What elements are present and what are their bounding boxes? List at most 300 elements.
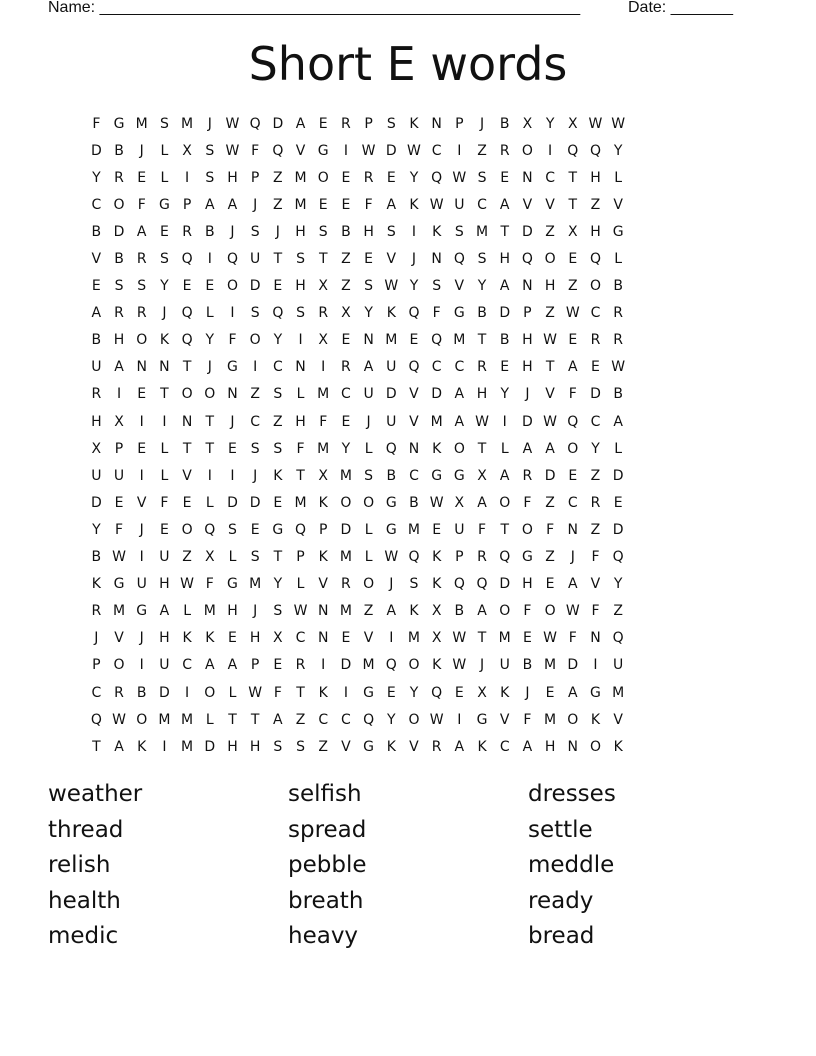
grid-letter[interactable]: I [502,413,507,430]
grid-letter[interactable]: Q [612,630,624,647]
grid-letter[interactable]: A [204,657,215,674]
grid-letter[interactable]: P [364,115,373,132]
grid-letter[interactable]: H [476,386,488,403]
grid-letter[interactable]: N [431,115,442,132]
grid-letter[interactable]: K [500,684,510,701]
grid-letter[interactable]: T [477,630,487,647]
grid-letter[interactable]: H [227,169,238,186]
grid-letter[interactable]: I [116,386,122,403]
grid-letter[interactable]: H [363,223,374,240]
grid-letter[interactable]: X [341,305,351,322]
grid-letter[interactable]: I [548,142,553,159]
grid-letter[interactable]: Y [613,142,623,159]
grid-letter[interactable]: A [613,413,623,430]
grid-letter[interactable]: T [500,521,509,538]
grid-letter[interactable]: B [114,142,124,159]
grid-letter[interactable]: S [159,251,169,268]
grid-letter[interactable]: H [227,603,238,620]
grid-letter[interactable]: D [385,386,397,403]
grid-letter[interactable]: W [248,684,263,701]
grid-letter[interactable]: M [430,413,443,430]
grid-letter[interactable]: Q [90,711,102,728]
grid-letter[interactable]: I [321,359,326,376]
grid-letter[interactable]: G [363,738,375,755]
grid-letter[interactable]: V [341,738,351,755]
grid-letter[interactable]: O [113,657,125,674]
grid-letter[interactable]: E [591,359,600,376]
grid-letter[interactable]: O [204,386,216,403]
grid-letter[interactable]: G [385,521,397,538]
grid-letter[interactable]: C [431,142,442,159]
grid-letter[interactable]: G [272,521,284,538]
grid-letter[interactable]: W [565,603,580,620]
grid-letter[interactable]: Q [499,549,511,566]
grid-letter[interactable]: C [341,386,351,403]
grid-letter[interactable]: E [228,440,237,457]
grid-letter[interactable]: A [227,657,238,674]
grid-letter[interactable]: H [499,251,510,268]
grid-letter[interactable]: Q [567,142,579,159]
grid-letter[interactable]: F [92,115,101,132]
grid-letter[interactable]: D [272,115,284,132]
grid-letter[interactable]: D [113,223,125,240]
grid-letter[interactable]: B [91,332,102,349]
grid-letter[interactable]: M [339,603,352,620]
grid-letter[interactable]: F [591,549,600,566]
grid-letter[interactable]: P [455,549,464,566]
grid-letter[interactable]: L [364,549,373,566]
grid-letter[interactable]: T [568,196,578,213]
grid-letter[interactable]: J [253,196,258,213]
grid-letter[interactable]: V [318,576,328,593]
grid-letter[interactable]: Q [408,549,420,566]
grid-letter[interactable]: F [319,413,328,430]
grid-letter[interactable]: E [137,169,147,186]
grid-letter[interactable]: D [431,386,443,403]
grid-letter[interactable]: E [341,630,351,647]
grid-letter[interactable]: G [476,711,488,728]
grid-letter[interactable]: A [567,359,578,376]
grid-letter[interactable]: C [250,413,261,430]
grid-letter[interactable]: C [567,494,578,511]
grid-letter[interactable]: L [228,684,237,701]
grid-letter[interactable]: O [544,251,556,268]
grid-letter[interactable]: X [91,440,102,457]
grid-letter[interactable]: Q [385,440,397,457]
grid-letter[interactable]: F [228,332,237,349]
grid-letter[interactable]: M [135,115,148,132]
grid-letter[interactable]: Z [273,169,283,186]
grid-letter[interactable]: Y [364,305,373,322]
grid-letter[interactable]: K [386,738,396,755]
grid-letter[interactable]: C [590,413,601,430]
grid-letter[interactable]: P [318,521,328,538]
grid-letter[interactable]: R [182,223,192,240]
grid-letter[interactable]: W [112,711,126,728]
grid-letter[interactable]: T [296,684,305,701]
grid-letter[interactable]: V [136,494,147,511]
grid-letter[interactable]: S [454,223,464,240]
grid-letter[interactable]: V [182,467,192,484]
grid-letter[interactable]: S [477,251,487,268]
grid-letter[interactable]: D [249,494,261,511]
grid-letter[interactable]: N [567,521,579,538]
grid-letter[interactable]: U [113,467,125,484]
grid-letter[interactable]: Q [204,521,216,538]
grid-letter[interactable]: S [250,223,260,240]
grid-letter[interactable]: R [341,576,351,593]
grid-letter[interactable]: R [114,684,124,701]
grid-letter[interactable]: Q [385,657,397,674]
grid-letter[interactable]: O [181,521,193,538]
grid-letter[interactable]: G [317,142,329,159]
grid-letter[interactable]: F [523,711,532,728]
grid-letter[interactable]: C [272,359,283,376]
grid-letter[interactable]: X [273,630,283,647]
grid-letter[interactable]: L [296,576,305,593]
grid-letter[interactable]: S [273,440,283,457]
grid-letter[interactable]: E [341,332,351,349]
grid-letter[interactable]: S [250,305,260,322]
grid-letter[interactable]: M [181,115,194,132]
grid-letter[interactable]: A [114,359,124,376]
grid-letter[interactable]: N [567,738,579,755]
grid-letter[interactable]: Y [613,576,623,593]
grid-letter[interactable]: Q [272,305,284,322]
grid-letter[interactable]: S [296,251,305,268]
grid-letter[interactable]: V [295,142,306,159]
grid-letter[interactable]: I [298,332,303,349]
grid-letter[interactable]: C [545,169,555,186]
grid-letter[interactable]: R [363,169,374,186]
grid-letter[interactable]: W [543,413,558,430]
grid-letter[interactable]: H [249,630,261,647]
grid-letter[interactable]: C [590,305,601,322]
grid-letter[interactable]: Q [181,305,193,322]
grid-letter[interactable]: M [294,494,307,511]
grid-letter[interactable]: H [522,359,533,376]
grid-letter[interactable]: E [182,494,192,511]
grid-letter[interactable]: T [318,251,328,268]
grid-letter[interactable]: W [384,549,399,566]
grid-letter[interactable]: H [159,630,170,647]
grid-letter[interactable]: Q [521,251,533,268]
grid-letter[interactable]: W [112,549,126,566]
grid-letter[interactable]: O [567,711,579,728]
grid-letter[interactable]: B [499,115,510,132]
grid-letter[interactable]: R [295,657,306,674]
grid-letter[interactable]: Q [408,359,420,376]
grid-letter[interactable]: H [295,413,306,430]
grid-letter[interactable]: R [477,359,487,376]
grid-letter[interactable]: N [317,630,329,647]
grid-letter[interactable]: M [339,549,352,566]
grid-letter[interactable]: S [273,738,283,755]
grid-letter[interactable]: W [475,413,489,430]
grid-letter[interactable]: V [545,386,555,403]
grid-letter[interactable]: D [567,657,579,674]
grid-letter[interactable]: B [454,603,465,620]
grid-letter[interactable]: Y [273,332,283,349]
grid-letter[interactable]: S [205,169,215,186]
grid-letter[interactable]: J [411,251,417,268]
grid-letter[interactable]: I [230,467,235,484]
grid-letter[interactable]: C [409,467,419,484]
grid-letter[interactable]: O [589,278,601,295]
grid-letter[interactable]: N [522,169,533,186]
grid-letter[interactable]: W [407,142,421,159]
grid-letter[interactable]: I [185,169,190,186]
grid-letter[interactable]: U [386,359,397,376]
grid-letter[interactable]: A [567,684,578,701]
grid-letter[interactable]: U [454,521,465,538]
name-line[interactable]: Name: ______________________________________________________ [48,0,581,16]
grid-letter[interactable]: D [159,684,170,701]
grid-letter[interactable]: X [204,549,215,566]
grid-letter[interactable]: V [409,386,419,403]
grid-letter[interactable]: E [182,278,192,295]
grid-letter[interactable]: G [113,115,125,132]
grid-letter[interactable]: W [565,305,580,322]
grid-letter[interactable]: I [207,251,212,268]
grid-letter[interactable]: U [363,386,374,403]
grid-letter[interactable]: P [250,169,260,186]
grid-letter[interactable]: S [296,738,305,755]
grid-letter[interactable]: D [340,521,352,538]
grid-letter[interactable]: I [185,684,190,701]
grid-letter[interactable]: O [521,521,533,538]
grid-letter[interactable]: H [590,169,601,186]
grid-letter[interactable]: B [136,684,147,701]
grid-letter[interactable]: V [613,196,623,213]
grid-letter[interactable]: Q [453,576,465,593]
grid-letter[interactable]: E [250,521,260,538]
grid-letter[interactable]: R [341,359,351,376]
grid-letter[interactable]: J [230,413,235,430]
grid-letter[interactable]: K [182,630,192,647]
grid-letter[interactable]: U [159,657,170,674]
grid-letter[interactable]: T [500,223,509,240]
grid-letter[interactable]: L [160,467,169,484]
grid-letter[interactable]: I [253,359,258,376]
grid-letter[interactable]: C [341,711,351,728]
grid-letter[interactable]: X [318,467,329,484]
grid-letter[interactable]: G [453,467,465,484]
grid-letter[interactable]: O [340,494,352,511]
grid-letter[interactable]: I [457,711,462,728]
grid-letter[interactable]: R [613,305,624,322]
grid-letter[interactable]: S [250,440,260,457]
grid-letter[interactable]: V [522,196,533,213]
grid-letter[interactable]: Z [363,603,374,620]
grid-letter[interactable]: N [159,359,170,376]
grid-letter[interactable]: N [317,603,329,620]
grid-letter[interactable]: H [159,576,170,593]
grid-letter[interactable]: Z [590,521,601,538]
grid-letter[interactable]: U [454,196,465,213]
grid-letter[interactable]: S [205,142,215,159]
grid-letter[interactable]: X [477,684,487,701]
grid-letter[interactable]: V [363,630,374,647]
grid-letter[interactable]: T [228,711,237,728]
grid-letter[interactable]: R [590,332,601,349]
grid-letter[interactable]: F [137,196,146,213]
grid-letter[interactable]: W [225,115,240,132]
grid-letter[interactable]: Y [500,386,509,403]
grid-letter[interactable]: J [207,115,212,132]
grid-letter[interactable]: J [479,115,485,132]
grid-letter[interactable]: M [407,521,421,538]
grid-letter[interactable]: Q [589,251,601,268]
grid-letter[interactable]: M [294,169,307,186]
grid-letter[interactable]: T [205,413,215,430]
grid-letter[interactable]: R [318,305,329,322]
grid-letter[interactable]: Z [295,711,306,728]
grid-letter[interactable]: Q [181,251,193,268]
grid-letter[interactable]: T [250,711,260,728]
grid-letter[interactable]: M [362,657,375,674]
grid-letter[interactable]: T [273,251,283,268]
grid-letter[interactable]: R [91,386,102,403]
grid-letter[interactable]: J [525,386,530,403]
grid-letter[interactable]: G [612,223,624,240]
grid-letter[interactable]: R [91,603,102,620]
grid-letter[interactable]: A [363,359,374,376]
grid-letter[interactable]: X [182,142,192,159]
grid-letter[interactable]: C [295,630,306,647]
grid-letter[interactable]: A [454,413,465,430]
grid-letter[interactable]: A [386,196,397,213]
grid-letter[interactable]: O [226,278,238,295]
grid-letter[interactable]: Z [341,278,351,295]
grid-letter[interactable]: F [546,521,555,538]
grid-letter[interactable]: E [341,413,351,430]
grid-letter[interactable]: C [91,684,102,701]
grid-letter[interactable]: K [91,576,101,593]
grid-letter[interactable]: W [293,603,308,620]
grid-letter[interactable]: C [477,196,487,213]
grid-letter[interactable]: F [205,576,214,593]
grid-letter[interactable]: I [207,467,212,484]
grid-letter[interactable]: C [182,657,192,674]
grid-letter[interactable]: E [568,467,578,484]
grid-letter[interactable]: V [545,196,555,213]
grid-letter[interactable]: W [452,657,467,674]
grid-letter[interactable]: B [522,657,533,674]
grid-letter[interactable]: J [139,521,144,538]
grid-letter[interactable]: Z [545,305,555,322]
grid-letter[interactable]: E [454,684,464,701]
grid-letter[interactable]: Q [295,521,307,538]
grid-letter[interactable]: G [227,576,238,593]
grid-letter[interactable]: J [570,549,575,566]
grid-letter[interactable]: K [613,738,623,755]
grid-letter[interactable]: L [160,440,169,457]
grid-letter[interactable]: L [364,521,373,538]
grid-letter[interactable]: A [114,738,124,755]
grid-letter[interactable]: E [568,251,578,268]
grid-letter[interactable]: L [205,305,214,322]
grid-letter[interactable]: S [409,576,419,593]
grid-letter[interactable]: L [183,603,191,620]
grid-letter[interactable]: I [230,305,235,322]
grid-letter[interactable]: O [181,386,193,403]
grid-letter[interactable]: I [139,549,144,566]
grid-letter[interactable]: Y [92,169,101,186]
grid-letter[interactable]: E [364,251,374,268]
grid-letter[interactable]: E [137,440,147,457]
grid-letter[interactable]: O [589,738,601,755]
grid-letter[interactable]: Z [273,413,283,430]
grid-letter[interactable]: F [296,440,305,457]
grid-letter[interactable]: Q [363,711,375,728]
grid-letter[interactable]: A [522,440,533,457]
grid-letter[interactable]: X [454,494,465,511]
grid-letter[interactable]: T [182,440,192,457]
grid-letter[interactable]: S [273,386,283,403]
grid-letter[interactable]: D [499,576,511,593]
grid-letter[interactable]: A [499,278,510,295]
grid-letter[interactable]: F [568,630,577,647]
grid-letter[interactable]: K [409,603,419,620]
grid-letter[interactable]: P [92,657,101,674]
grid-letter[interactable]: K [432,549,442,566]
grid-letter[interactable]: B [499,332,510,349]
grid-letter[interactable]: Z [613,603,623,620]
grid-letter[interactable]: D [544,467,556,484]
grid-letter[interactable]: O [363,576,375,593]
grid-letter[interactable]: H [522,576,533,593]
grid-letter[interactable]: X [318,278,329,295]
grid-letter[interactable]: J [275,223,280,240]
grid-letter[interactable]: T [568,169,578,186]
grid-letter[interactable]: W [588,115,603,132]
grid-letter[interactable]: K [432,440,442,457]
grid-letter[interactable]: W [429,711,444,728]
grid-letter[interactable]: O [363,494,375,511]
grid-letter[interactable]: C [499,738,510,755]
grid-letter[interactable]: T [205,440,215,457]
grid-letter[interactable]: E [409,332,419,349]
grid-letter[interactable]: K [273,467,283,484]
grid-letter[interactable]: D [612,467,624,484]
grid-letter[interactable]: A [295,115,306,132]
grid-letter[interactable]: K [477,738,487,755]
grid-letter[interactable]: T [545,359,555,376]
grid-letter[interactable]: R [136,305,147,322]
grid-letter[interactable]: N [227,386,238,403]
grid-letter[interactable]: A [477,494,487,511]
grid-letter[interactable]: G [521,549,533,566]
grid-letter[interactable]: V [409,413,419,430]
grid-letter[interactable]: B [341,223,351,240]
grid-letter[interactable]: O [453,440,465,457]
grid-letter[interactable]: F [523,603,532,620]
grid-letter[interactable]: E [205,278,215,295]
grid-letter[interactable]: W [611,115,626,132]
grid-letter[interactable]: I [162,413,167,430]
grid-letter[interactable]: D [204,738,216,755]
grid-letter[interactable]: B [114,251,124,268]
grid-letter[interactable]: R [431,738,442,755]
grid-letter[interactable]: G [590,684,601,701]
grid-letter[interactable]: K [318,684,328,701]
grid-letter[interactable]: R [613,332,624,349]
grid-letter[interactable]: H [91,413,102,430]
grid-letter[interactable]: Q [431,169,443,186]
grid-letter[interactable]: N [295,359,306,376]
grid-letter[interactable]: D [612,521,624,538]
